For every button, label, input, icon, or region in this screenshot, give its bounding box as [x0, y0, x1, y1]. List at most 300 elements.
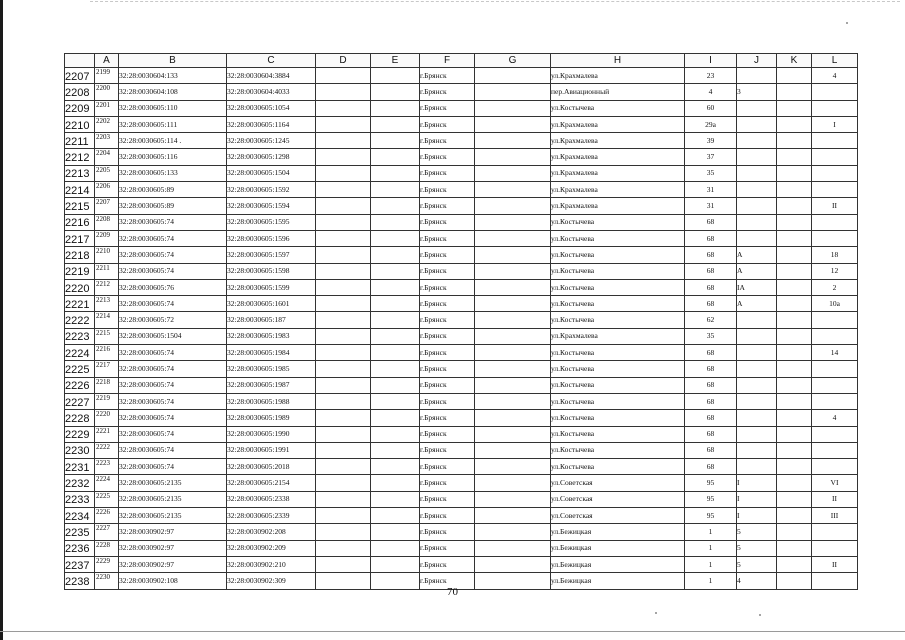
cell-c[interactable]: 32:28:0030605:1598 [227, 263, 316, 279]
cell-b[interactable]: 32:28:0030605:76 [119, 279, 227, 295]
cell-e[interactable] [371, 540, 420, 556]
cell-c[interactable]: 32:28:0030605:1599 [227, 279, 316, 295]
cell-d[interactable] [316, 247, 371, 263]
cell-i[interactable]: 31 [685, 182, 737, 198]
cell-b[interactable]: 32:28:0030605:89 [119, 198, 227, 214]
cell-a[interactable] [95, 328, 119, 344]
cell-j[interactable]: А [737, 247, 777, 263]
cell-l[interactable] [812, 361, 858, 377]
cell-c[interactable]: 32:28:0030902:309 [227, 573, 316, 589]
cell-d[interactable] [316, 459, 371, 475]
cell-k[interactable] [777, 263, 812, 279]
cell-g[interactable] [475, 442, 551, 458]
cell-j[interactable]: 3 [737, 84, 777, 100]
cell-k[interactable] [777, 475, 812, 491]
cell-a[interactable] [95, 524, 119, 540]
cell-e[interactable] [371, 263, 420, 279]
cell-g[interactable] [475, 182, 551, 198]
cell-l[interactable]: II [812, 556, 858, 572]
cell-l[interactable]: 10а [812, 296, 858, 312]
cell-b[interactable]: 32:28:0030605:1504 [119, 328, 227, 344]
cell-a[interactable] [95, 459, 119, 475]
cell-c[interactable]: 32:28:0030605:1984 [227, 345, 316, 361]
cell-l[interactable]: 18 [812, 247, 858, 263]
cell-c[interactable]: 32:28:0030605:1054 [227, 100, 316, 116]
cell-f[interactable]: г.Брянск [420, 230, 475, 246]
cell-k[interactable] [777, 328, 812, 344]
cell-d[interactable] [316, 508, 371, 524]
column-header[interactable]: E [371, 54, 420, 68]
row-number-cell[interactable] [65, 165, 95, 181]
cell-a[interactable] [95, 230, 119, 246]
cell-i[interactable]: 68 [685, 442, 737, 458]
cell-i[interactable]: 29а [685, 116, 737, 132]
cell-e[interactable] [371, 377, 420, 393]
cell-b[interactable]: 32:28:0030605:74 [119, 214, 227, 230]
cell-f[interactable]: г.Брянск [420, 312, 475, 328]
cell-i[interactable]: 35 [685, 165, 737, 181]
cell-j[interactable] [737, 459, 777, 475]
cell-c[interactable]: 32:28:0030902:209 [227, 540, 316, 556]
row-number-cell[interactable] [65, 312, 95, 328]
cell-a[interactable] [95, 377, 119, 393]
cell-e[interactable] [371, 149, 420, 165]
cell-l[interactable]: 4 [812, 410, 858, 426]
row-number-cell[interactable] [65, 426, 95, 442]
cell-h[interactable]: ул.Костычева [551, 312, 685, 328]
cell-c[interactable]: 32:28:0030605:1594 [227, 198, 316, 214]
cell-e[interactable] [371, 426, 420, 442]
cell-f[interactable]: г.Брянск [420, 198, 475, 214]
cell-e[interactable] [371, 328, 420, 344]
cell-f[interactable]: г.Брянск [420, 361, 475, 377]
cell-c[interactable]: 32:28:0030605:1991 [227, 442, 316, 458]
cell-l[interactable] [812, 133, 858, 149]
cell-f[interactable]: г.Брянск [420, 573, 475, 589]
cell-g[interactable] [475, 426, 551, 442]
cell-i[interactable]: 37 [685, 149, 737, 165]
column-header[interactable]: A [95, 54, 119, 68]
cell-a[interactable] [95, 410, 119, 426]
cell-a[interactable] [95, 165, 119, 181]
cell-k[interactable] [777, 459, 812, 475]
cell-f[interactable]: г.Брянск [420, 345, 475, 361]
row-number-cell[interactable] [65, 133, 95, 149]
cell-d[interactable] [316, 230, 371, 246]
cell-h[interactable]: ул.Крахмалева [551, 198, 685, 214]
column-header[interactable]: K [777, 54, 812, 68]
cell-b[interactable]: 32:28:0030605:74 [119, 426, 227, 442]
cell-f[interactable]: г.Брянск [420, 475, 475, 491]
cell-h[interactable]: ул.Бежицкая [551, 540, 685, 556]
cell-c[interactable]: 32:28:0030605:1164 [227, 116, 316, 132]
cell-a[interactable] [95, 312, 119, 328]
cell-l[interactable] [812, 230, 858, 246]
cell-h[interactable]: ул.Советская [551, 491, 685, 507]
cell-h[interactable]: ул.Костычева [551, 361, 685, 377]
cell-k[interactable] [777, 100, 812, 116]
column-header[interactable]: C [227, 54, 316, 68]
cell-i[interactable]: 68 [685, 296, 737, 312]
column-header[interactable]: D [316, 54, 371, 68]
cell-k[interactable] [777, 149, 812, 165]
cell-j[interactable] [737, 345, 777, 361]
cell-h[interactable]: ул.Костычева [551, 247, 685, 263]
cell-i[interactable]: 68 [685, 279, 737, 295]
cell-h[interactable]: ул.Костычева [551, 345, 685, 361]
cell-d[interactable] [316, 296, 371, 312]
cell-g[interactable] [475, 116, 551, 132]
cell-j[interactable]: I [737, 491, 777, 507]
cell-d[interactable] [316, 279, 371, 295]
cell-h[interactable]: ул.Крахмалева [551, 68, 685, 84]
cell-j[interactable] [737, 198, 777, 214]
cell-c[interactable]: 32:28:0030605:1597 [227, 247, 316, 263]
cell-b[interactable]: 32:28:0030605:133 [119, 165, 227, 181]
cell-i[interactable]: 35 [685, 328, 737, 344]
cell-i[interactable]: 68 [685, 410, 737, 426]
cell-b[interactable]: 32:28:0030605:111 [119, 116, 227, 132]
cell-j[interactable] [737, 230, 777, 246]
cell-i[interactable]: 1 [685, 573, 737, 589]
cell-k[interactable] [777, 426, 812, 442]
cell-c[interactable]: 32:28:0030605:2154 [227, 475, 316, 491]
cell-g[interactable] [475, 263, 551, 279]
row-number-cell[interactable] [65, 361, 95, 377]
cell-c[interactable]: 32:28:0030605:1298 [227, 149, 316, 165]
cell-c[interactable]: 32:28:0030605:187 [227, 312, 316, 328]
cell-l[interactable] [812, 149, 858, 165]
cell-b[interactable]: 32:28:0030902:108 [119, 573, 227, 589]
cell-e[interactable] [371, 133, 420, 149]
cell-l[interactable]: I [812, 116, 858, 132]
cell-b[interactable]: 32:28:0030605:2135 [119, 491, 227, 507]
cell-f[interactable]: г.Брянск [420, 508, 475, 524]
cell-c[interactable]: 32:28:0030605:2338 [227, 491, 316, 507]
cell-k[interactable] [777, 279, 812, 295]
row-number-cell[interactable] [65, 459, 95, 475]
cell-d[interactable] [316, 100, 371, 116]
cell-c[interactable]: 32:28:0030605:1987 [227, 377, 316, 393]
cell-a[interactable] [95, 116, 119, 132]
cell-h[interactable]: пер.Авиационный [551, 84, 685, 100]
cell-a[interactable] [95, 133, 119, 149]
cell-i[interactable]: 68 [685, 214, 737, 230]
cell-k[interactable] [777, 68, 812, 84]
column-header[interactable]: L [812, 54, 858, 68]
cell-e[interactable] [371, 68, 420, 84]
cell-c[interactable]: 32:28:0030605:2339 [227, 508, 316, 524]
cell-l[interactable] [812, 540, 858, 556]
cell-g[interactable] [475, 410, 551, 426]
cell-k[interactable] [777, 540, 812, 556]
cell-f[interactable]: г.Брянск [420, 279, 475, 295]
cell-c[interactable]: 32:28:0030605:1989 [227, 410, 316, 426]
row-number-cell[interactable] [65, 491, 95, 507]
cell-d[interactable] [316, 198, 371, 214]
row-number-cell[interactable] [65, 263, 95, 279]
cell-b[interactable]: 32:28:0030605:74 [119, 442, 227, 458]
cell-i[interactable]: 68 [685, 377, 737, 393]
cell-k[interactable] [777, 377, 812, 393]
cell-f[interactable]: г.Брянск [420, 459, 475, 475]
cell-h[interactable]: ул.Крахмалева [551, 116, 685, 132]
cell-e[interactable] [371, 214, 420, 230]
cell-k[interactable] [777, 524, 812, 540]
cell-c[interactable]: 32:28:0030605:1595 [227, 214, 316, 230]
cell-c[interactable]: 32:28:0030605:1592 [227, 182, 316, 198]
cell-e[interactable] [371, 312, 420, 328]
cell-j[interactable] [737, 410, 777, 426]
cell-f[interactable]: г.Брянск [420, 133, 475, 149]
cell-l[interactable] [812, 214, 858, 230]
cell-b[interactable]: 32:28:0030605:74 [119, 459, 227, 475]
cell-h[interactable]: ул.Костычева [551, 296, 685, 312]
row-number-cell[interactable] [65, 247, 95, 263]
cell-c[interactable]: 32:28:0030604:4033 [227, 84, 316, 100]
cell-e[interactable] [371, 296, 420, 312]
cell-j[interactable] [737, 133, 777, 149]
cell-k[interactable] [777, 393, 812, 409]
cell-g[interactable] [475, 84, 551, 100]
cell-j[interactable] [737, 214, 777, 230]
cell-f[interactable]: г.Брянск [420, 214, 475, 230]
cell-g[interactable] [475, 540, 551, 556]
cell-j[interactable]: 5 [737, 556, 777, 572]
cell-i[interactable]: 95 [685, 475, 737, 491]
cell-a[interactable] [95, 508, 119, 524]
cell-h[interactable]: ул.Крахмалева [551, 133, 685, 149]
cell-k[interactable] [777, 556, 812, 572]
cell-d[interactable] [316, 165, 371, 181]
cell-c[interactable]: 32:28:0030605:1596 [227, 230, 316, 246]
cell-a[interactable] [95, 361, 119, 377]
cell-k[interactable] [777, 442, 812, 458]
cell-d[interactable] [316, 312, 371, 328]
cell-g[interactable] [475, 149, 551, 165]
cell-h[interactable]: ул.Крахмалева [551, 165, 685, 181]
cell-d[interactable] [316, 149, 371, 165]
cell-l[interactable]: II [812, 491, 858, 507]
cell-g[interactable] [475, 556, 551, 572]
cell-l[interactable]: II [812, 198, 858, 214]
cell-l[interactable] [812, 426, 858, 442]
cell-h[interactable]: ул.Костычева [551, 214, 685, 230]
cell-j[interactable]: I [737, 475, 777, 491]
cell-j[interactable]: А [737, 263, 777, 279]
row-number-cell[interactable] [65, 214, 95, 230]
cell-l[interactable] [812, 328, 858, 344]
cell-g[interactable] [475, 230, 551, 246]
cell-d[interactable] [316, 410, 371, 426]
cell-d[interactable] [316, 263, 371, 279]
cell-j[interactable]: 5 [737, 524, 777, 540]
cell-b[interactable]: 32:28:0030605:2135 [119, 508, 227, 524]
cell-l[interactable] [812, 84, 858, 100]
cell-j[interactable]: 5 [737, 540, 777, 556]
cell-b[interactable]: 32:28:0030604:133 [119, 68, 227, 84]
cell-e[interactable] [371, 247, 420, 263]
cell-l[interactable] [812, 524, 858, 540]
cell-b[interactable]: 32:28:0030902:97 [119, 556, 227, 572]
cell-j[interactable] [737, 149, 777, 165]
cell-f[interactable]: г.Брянск [420, 84, 475, 100]
cell-g[interactable] [475, 459, 551, 475]
column-header[interactable]: G [475, 54, 551, 68]
cell-l[interactable]: 4 [812, 68, 858, 84]
cell-l[interactable]: 12 [812, 263, 858, 279]
cell-b[interactable]: 32:28:0030604:108 [119, 84, 227, 100]
cell-d[interactable] [316, 214, 371, 230]
column-header[interactable]: B [119, 54, 227, 68]
cell-d[interactable] [316, 540, 371, 556]
cell-d[interactable] [316, 345, 371, 361]
cell-b[interactable]: 32:28:0030605:74 [119, 345, 227, 361]
cell-g[interactable] [475, 524, 551, 540]
cell-d[interactable] [316, 556, 371, 572]
cell-f[interactable]: г.Брянск [420, 410, 475, 426]
cell-g[interactable] [475, 279, 551, 295]
cell-l[interactable] [812, 100, 858, 116]
cell-e[interactable] [371, 100, 420, 116]
cell-j[interactable] [737, 328, 777, 344]
cell-a[interactable] [95, 84, 119, 100]
cell-a[interactable] [95, 442, 119, 458]
cell-j[interactable]: 4 [737, 573, 777, 589]
cell-h[interactable]: ул.Костычева [551, 377, 685, 393]
row-number-cell[interactable] [65, 410, 95, 426]
cell-c[interactable]: 32:28:0030604:3884 [227, 68, 316, 84]
cell-c[interactable]: 32:28:0030902:208 [227, 524, 316, 540]
cell-b[interactable]: 32:28:0030605:74 [119, 230, 227, 246]
cell-j[interactable] [737, 182, 777, 198]
row-number-cell[interactable] [65, 328, 95, 344]
cell-i[interactable]: 68 [685, 361, 737, 377]
cell-h[interactable]: ул.Костычева [551, 459, 685, 475]
cell-b[interactable]: 32:28:0030902:97 [119, 540, 227, 556]
cell-j[interactable] [737, 116, 777, 132]
cell-j[interactable] [737, 100, 777, 116]
cell-l[interactable]: III [812, 508, 858, 524]
cell-i[interactable]: 68 [685, 393, 737, 409]
cell-f[interactable]: г.Брянск [420, 328, 475, 344]
column-header[interactable]: I [685, 54, 737, 68]
cell-f[interactable]: г.Брянск [420, 296, 475, 312]
cell-k[interactable] [777, 84, 812, 100]
cell-l[interactable] [812, 442, 858, 458]
cell-g[interactable] [475, 296, 551, 312]
cell-f[interactable]: г.Брянск [420, 377, 475, 393]
cell-k[interactable] [777, 116, 812, 132]
cell-e[interactable] [371, 116, 420, 132]
cell-c[interactable]: 32:28:0030605:1983 [227, 328, 316, 344]
cell-k[interactable] [777, 296, 812, 312]
cell-g[interactable] [475, 247, 551, 263]
column-header[interactable]: F [420, 54, 475, 68]
cell-i[interactable]: 39 [685, 133, 737, 149]
cell-b[interactable]: 32:28:0030605:74 [119, 263, 227, 279]
cell-f[interactable]: г.Брянск [420, 426, 475, 442]
cell-d[interactable] [316, 524, 371, 540]
cell-a[interactable] [95, 491, 119, 507]
row-number-cell[interactable] [65, 508, 95, 524]
cell-i[interactable]: 23 [685, 68, 737, 84]
cell-l[interactable] [812, 165, 858, 181]
cell-g[interactable] [475, 377, 551, 393]
cell-e[interactable] [371, 491, 420, 507]
cell-i[interactable]: 95 [685, 508, 737, 524]
cell-l[interactable]: 2 [812, 279, 858, 295]
cell-k[interactable] [777, 508, 812, 524]
cell-e[interactable] [371, 393, 420, 409]
cell-d[interactable] [316, 442, 371, 458]
cell-j[interactable]: IA [737, 279, 777, 295]
cell-a[interactable] [95, 556, 119, 572]
cell-g[interactable] [475, 214, 551, 230]
cell-c[interactable]: 32:28:0030605:1245 [227, 133, 316, 149]
row-number-cell[interactable] [65, 556, 95, 572]
row-number-cell[interactable] [65, 442, 95, 458]
cell-b[interactable]: 32:28:0030605:74 [119, 377, 227, 393]
cell-i[interactable]: 1 [685, 556, 737, 572]
cell-d[interactable] [316, 491, 371, 507]
cell-b[interactable]: 32:28:0030605:89 [119, 182, 227, 198]
cell-e[interactable] [371, 475, 420, 491]
cell-j[interactable] [737, 361, 777, 377]
cell-i[interactable]: 62 [685, 312, 737, 328]
cell-a[interactable] [95, 540, 119, 556]
cell-b[interactable]: 32:28:0030605:74 [119, 296, 227, 312]
cell-e[interactable] [371, 182, 420, 198]
cell-g[interactable] [475, 133, 551, 149]
cell-i[interactable]: 68 [685, 247, 737, 263]
cell-j[interactable] [737, 393, 777, 409]
cell-g[interactable] [475, 345, 551, 361]
row-number-cell[interactable] [65, 149, 95, 165]
cell-f[interactable]: г.Брянск [420, 149, 475, 165]
cell-h[interactable]: ул.Костычева [551, 442, 685, 458]
cell-b[interactable]: 32:28:0030902:97 [119, 524, 227, 540]
cell-h[interactable]: ул.Костычева [551, 279, 685, 295]
cell-h[interactable]: ул.Костычева [551, 263, 685, 279]
cell-h[interactable]: ул.Костычева [551, 100, 685, 116]
cell-i[interactable]: 1 [685, 524, 737, 540]
column-header[interactable]: J [737, 54, 777, 68]
cell-e[interactable] [371, 165, 420, 181]
cell-h[interactable]: ул.Бежицкая [551, 573, 685, 589]
cell-j[interactable] [737, 165, 777, 181]
cell-e[interactable] [371, 230, 420, 246]
cell-d[interactable] [316, 361, 371, 377]
cell-d[interactable] [316, 116, 371, 132]
row-number-cell[interactable] [65, 84, 95, 100]
cell-l[interactable] [812, 312, 858, 328]
cell-i[interactable]: 68 [685, 230, 737, 246]
cell-h[interactable]: ул.Костычева [551, 426, 685, 442]
cell-f[interactable]: г.Брянск [420, 393, 475, 409]
cell-l[interactable] [812, 182, 858, 198]
row-number-cell[interactable] [65, 279, 95, 295]
cell-c[interactable]: 32:28:0030605:1985 [227, 361, 316, 377]
cell-a[interactable] [95, 182, 119, 198]
cell-a[interactable] [95, 279, 119, 295]
row-number-cell[interactable] [65, 377, 95, 393]
cell-d[interactable] [316, 426, 371, 442]
cell-g[interactable] [475, 393, 551, 409]
cell-j[interactable] [737, 68, 777, 84]
cell-k[interactable] [777, 230, 812, 246]
row-number-cell[interactable] [65, 393, 95, 409]
